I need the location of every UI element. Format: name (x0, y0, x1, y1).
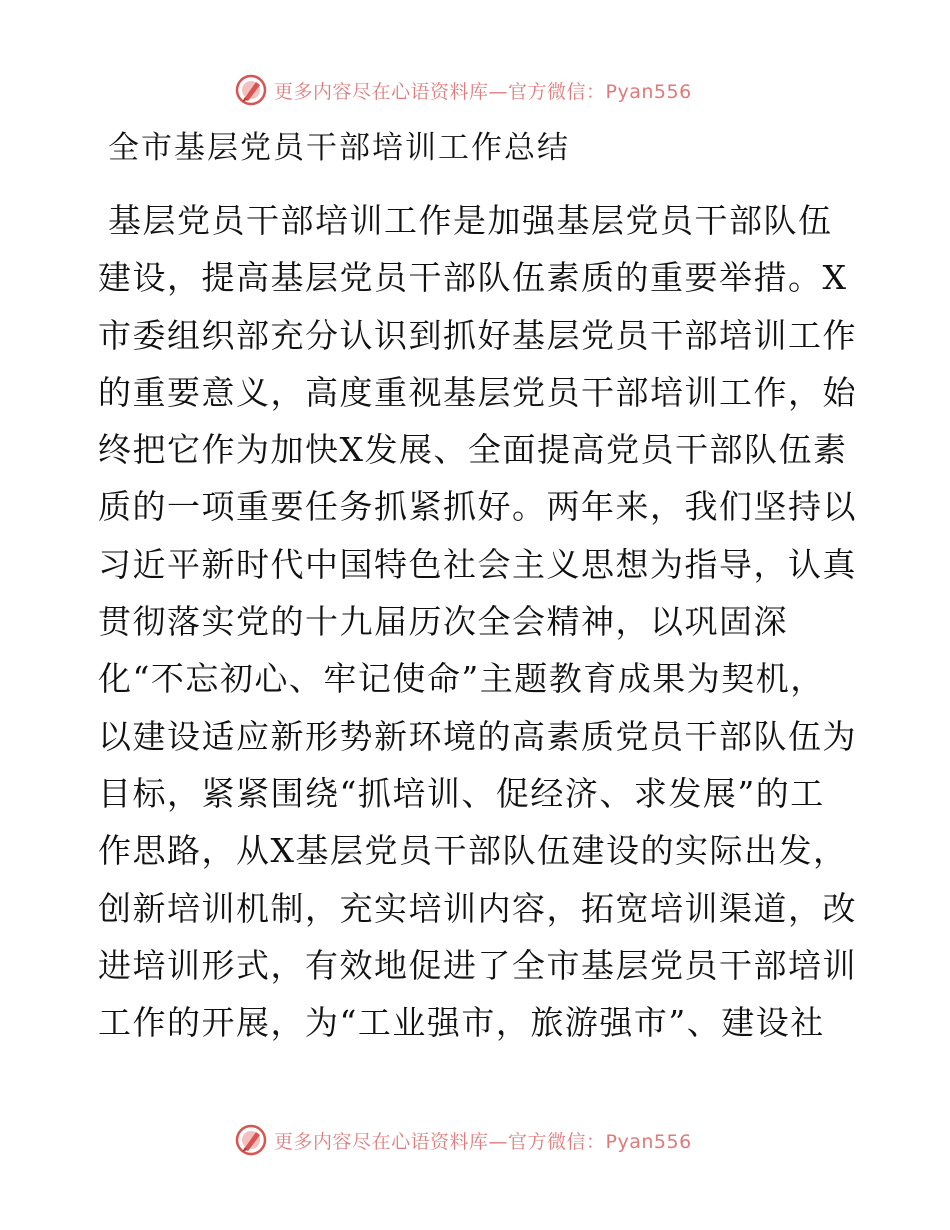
pen-nib-circle-icon (234, 73, 268, 107)
body-line: 目标，紧紧围绕“抓培训、促经济、求发展”的工 (98, 773, 825, 813)
body-line: 作思路，从X基层党员干部队伍建设的实际出发， (98, 831, 848, 871)
body-line: 市委组织部充分认识到抓好基层党员干部培训工作 (98, 315, 857, 355)
document-title: 全市基层党员干部培训工作总结 (108, 130, 570, 166)
body-line: 以建设适应新形势新环境的高素质党员干部队伍为 (98, 716, 857, 756)
body-line: 习近平新时代中国特色社会主义思想为指导，认真 (98, 544, 857, 584)
body-line: 的重要意义，高度重视基层党员干部培训工作，始 (98, 372, 857, 412)
document-body (98, 192, 858, 1051)
body-line: 进培训形式，有效地促进了全市基层党员干部培训 (98, 945, 857, 985)
body-line: 创新培训机制，充实培训内容，拓宽培训渠道，改 (98, 888, 857, 928)
body-line: 化“不忘初心、牢记使命”主题教育成果为契机， (98, 659, 825, 699)
header-watermark-banner (234, 70, 692, 110)
body-line: 质的一项重要任务抓紧抓好。两年来，我们坚持以 (98, 487, 857, 527)
body-line: 贯彻落实党的十九届历次全会精神，以巩固深 (98, 602, 788, 642)
pen-nib-circle-icon (234, 1123, 268, 1157)
header-banner-text: 更多内容尽在心语资料库—官方微信：Pyan556 (274, 80, 692, 103)
body-line: 建设，提高基层党员干部队伍素质的重要举措。X (98, 258, 848, 298)
footer-watermark-banner (234, 1120, 692, 1160)
body-line: 工作的开展，为“工业强市，旅游强市”、建设社 (98, 1003, 825, 1043)
footer-banner-text: 更多内容尽在心语资料库—官方微信：Pyan556 (274, 1130, 692, 1153)
body-line: 基层党员干部培训工作是加强基层党员干部队伍 (108, 201, 833, 240)
body-line: 终把它作为加快X发展、全面提高党员干部队伍素 (98, 430, 848, 470)
